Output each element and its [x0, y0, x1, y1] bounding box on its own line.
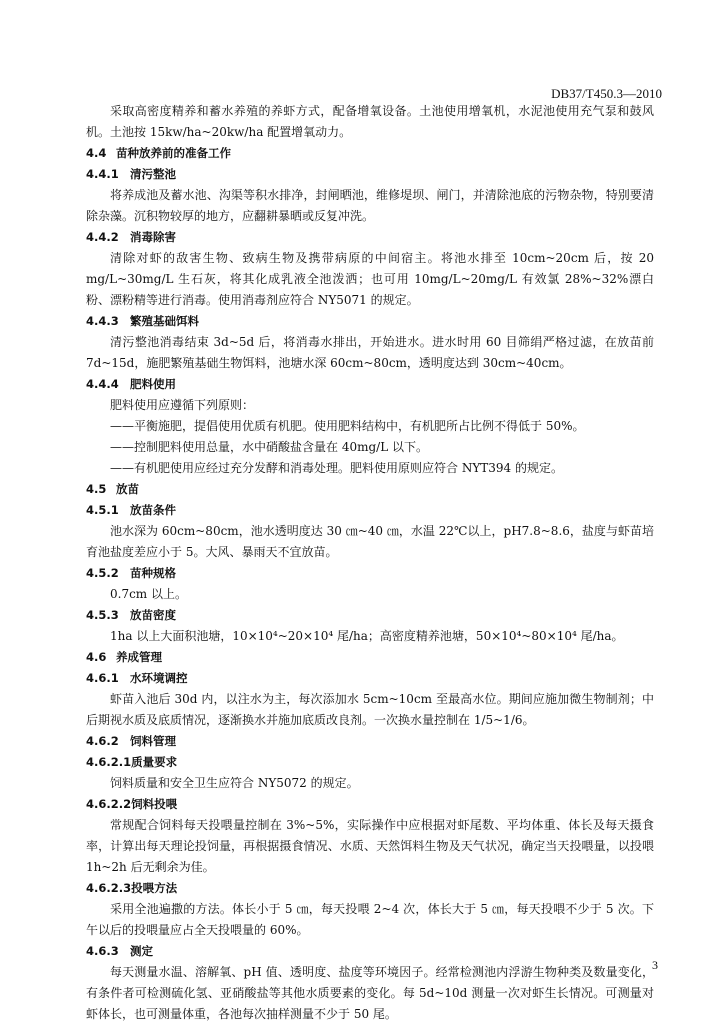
paragraph: 常规配合饲料每天投喂量控制在 3%~5%，实际操作中应根据对虾尾数、平均体重、体长及每天摄食率，计算出每天理论投饲量，再根据摄食情况、水质、天然饵料生物及天气状况，确定当天投喂量，以投喂 1h~2h 后无剩余为佳。 — [86, 818, 654, 874]
section-number: 4.4.2 — [86, 230, 119, 244]
section-heading — [86, 479, 654, 500]
section-heading — [86, 878, 654, 899]
section-title: 苗种放养前的准备工作 — [116, 146, 231, 160]
section-heading — [86, 164, 654, 185]
paragraph: ——控制肥料使用总量，水中硝酸盐含量在 40mg/L 以下。 — [110, 440, 428, 454]
paragraph: 将养成池及蓄水池、沟渠等积水排净，封闸晒池，维修堤坝、闸门，并清除池底的污物杂物，特别要清除杂藻。沉积物较厚的地方，应翻耕暴晒或反复冲洗。 — [86, 188, 654, 223]
section-number: 4.6.1 — [86, 671, 119, 685]
section-number: 4.6.2.2 — [86, 797, 132, 811]
paragraph: 每天测量水温、溶解氧、pH 值、透明度、盐度等环境因子。经常检测池内浮游生物种类及数量变化，有条件者可检测硫化氢、亚硝酸盐等其他水质要素的变化。每 5d~10d 测量一次对虾生长情况。可测量对虾体长，也可测量体重，各池每次抽样测量不少于 50 尾。 — [86, 965, 654, 1021]
section-heading — [86, 374, 654, 395]
section-heading — [86, 143, 654, 164]
section-title: 质量要求 — [131, 755, 178, 769]
section-heading — [86, 647, 654, 668]
document-body — [86, 101, 654, 1025]
section-number: 4.6.3 — [86, 944, 119, 958]
paragraph: 1ha 以上大面积池塘，10×10⁴~20×10⁴ 尾/ha；高密度精养池塘，50×10⁴~80×10⁴ 尾/ha。 — [110, 629, 624, 643]
section-heading — [86, 500, 654, 521]
section-number: 4.4.1 — [86, 167, 119, 181]
section-number: 4.6.2.3 — [86, 881, 132, 895]
paragraph: 采用全池遍撒的方法。体长小于 5 ㎝，每天投喂 2~4 次，体长大于 5 ㎝，每天投喂不少于 5 次。下午以后的投喂量应占全天投喂量的 60%。 — [86, 902, 654, 937]
section-number: 4.6 — [86, 650, 107, 664]
section-title: 饲料投喂 — [131, 797, 178, 811]
section-title: 消毒除害 — [130, 230, 176, 244]
section-title: 放苗 — [116, 482, 139, 496]
section-number: 4.4 — [86, 146, 107, 160]
section-title: 放苗条件 — [130, 503, 176, 517]
section-heading — [86, 731, 654, 752]
section-heading — [86, 311, 654, 332]
section-heading — [86, 794, 654, 815]
section-title: 清污整池 — [130, 167, 176, 181]
paragraph: 清除对虾的敌害生物、致病生物及携带病原的中间宿主。将池水排至 10cm~20cm 后，按 20 mg/L~30mg/L 生石灰，将其化成乳液全池泼洒；也可用 10mg/L~20mg/L 有效氯 28%~32%漂白粉、漂粉精等进行消毒。使用消毒剂应符合 NY5071 的规定。 — [86, 251, 654, 307]
document-code: DB37/T450.3—2010 — [551, 86, 662, 101]
paragraph: 0.7cm 以上。 — [110, 587, 187, 601]
section-number: 4.5 — [86, 482, 107, 496]
section-heading — [86, 941, 654, 962]
section-title: 水环境调控 — [130, 671, 188, 685]
section-heading — [86, 227, 654, 248]
section-heading — [86, 668, 654, 689]
section-heading — [86, 605, 654, 626]
section-number: 4.4.4 — [86, 377, 119, 391]
section-heading — [86, 752, 654, 773]
section-title: 肥料使用 — [130, 377, 176, 391]
paragraph: ——平衡施肥，提倡使用优质有机肥。使用肥料结构中，有机肥所占比例不得低于 50%。 — [110, 419, 585, 433]
section-number: 4.6.2 — [86, 734, 119, 748]
section-number: 4.4.3 — [86, 314, 119, 328]
paragraph: ——有机肥使用应经过充分发酵和消毒处理。肥料使用原则应符合 NYT394 的规定。 — [110, 461, 563, 475]
section-number: 4.5.1 — [86, 503, 119, 517]
section-title: 饲料管理 — [130, 734, 176, 748]
paragraph: 虾苗入池后 30d 内，以注水为主，每次添加水 5cm~10cm 至最高水位。期间应施加微生物制剂；中后期视水质及底质情况，逐渐换水并施加底质改良剂。一次换水量控制在 1/5~1/6。 — [86, 692, 654, 727]
section-title: 养成管理 — [116, 650, 162, 664]
page-number: 3 — [652, 958, 658, 972]
paragraph: 肥料使用应遵循下列原则： — [110, 398, 255, 412]
section-number: 4.6.2.1 — [86, 755, 132, 769]
section-number: 4.5.2 — [86, 566, 119, 580]
paragraph: 清污整池消毒结束 3d~5d 后，将消毒水排出，开始进水。进水时用 60 目筛绢严格过滤，在放苗前 7d~15d，施肥繁殖基础生物饵料，池塘水深 60cm~80cm，透明度达到 30cm~40cm。 — [86, 335, 654, 370]
section-title: 测定 — [130, 944, 153, 958]
section-title: 投喂方法 — [131, 881, 178, 895]
section-title: 放苗密度 — [130, 608, 176, 622]
paragraph: 池水深为 60cm~80cm，池水透明度达 30 ㎝~40 ㎝，水温 22℃以上，pH7.8~8.6，盐度与虾苗培育池盐度差应小于 5。大风、暴雨天不宜放苗。 — [86, 524, 654, 559]
paragraph: 饲料质量和安全卫生应符合 NY5072 的规定。 — [110, 776, 359, 790]
section-title: 苗种规格 — [130, 566, 176, 580]
paragraph: 采取高密度精养和蓄水养殖的养虾方式，配备增氧设备。土池使用增氧机，水泥池使用充气泵和鼓风机。土池按 15kw/ha~20kw/ha 配置增氧动力。 — [86, 104, 654, 139]
section-heading — [86, 563, 654, 584]
section-number: 4.5.3 — [86, 608, 119, 622]
section-title: 繁殖基础饵料 — [130, 314, 199, 328]
